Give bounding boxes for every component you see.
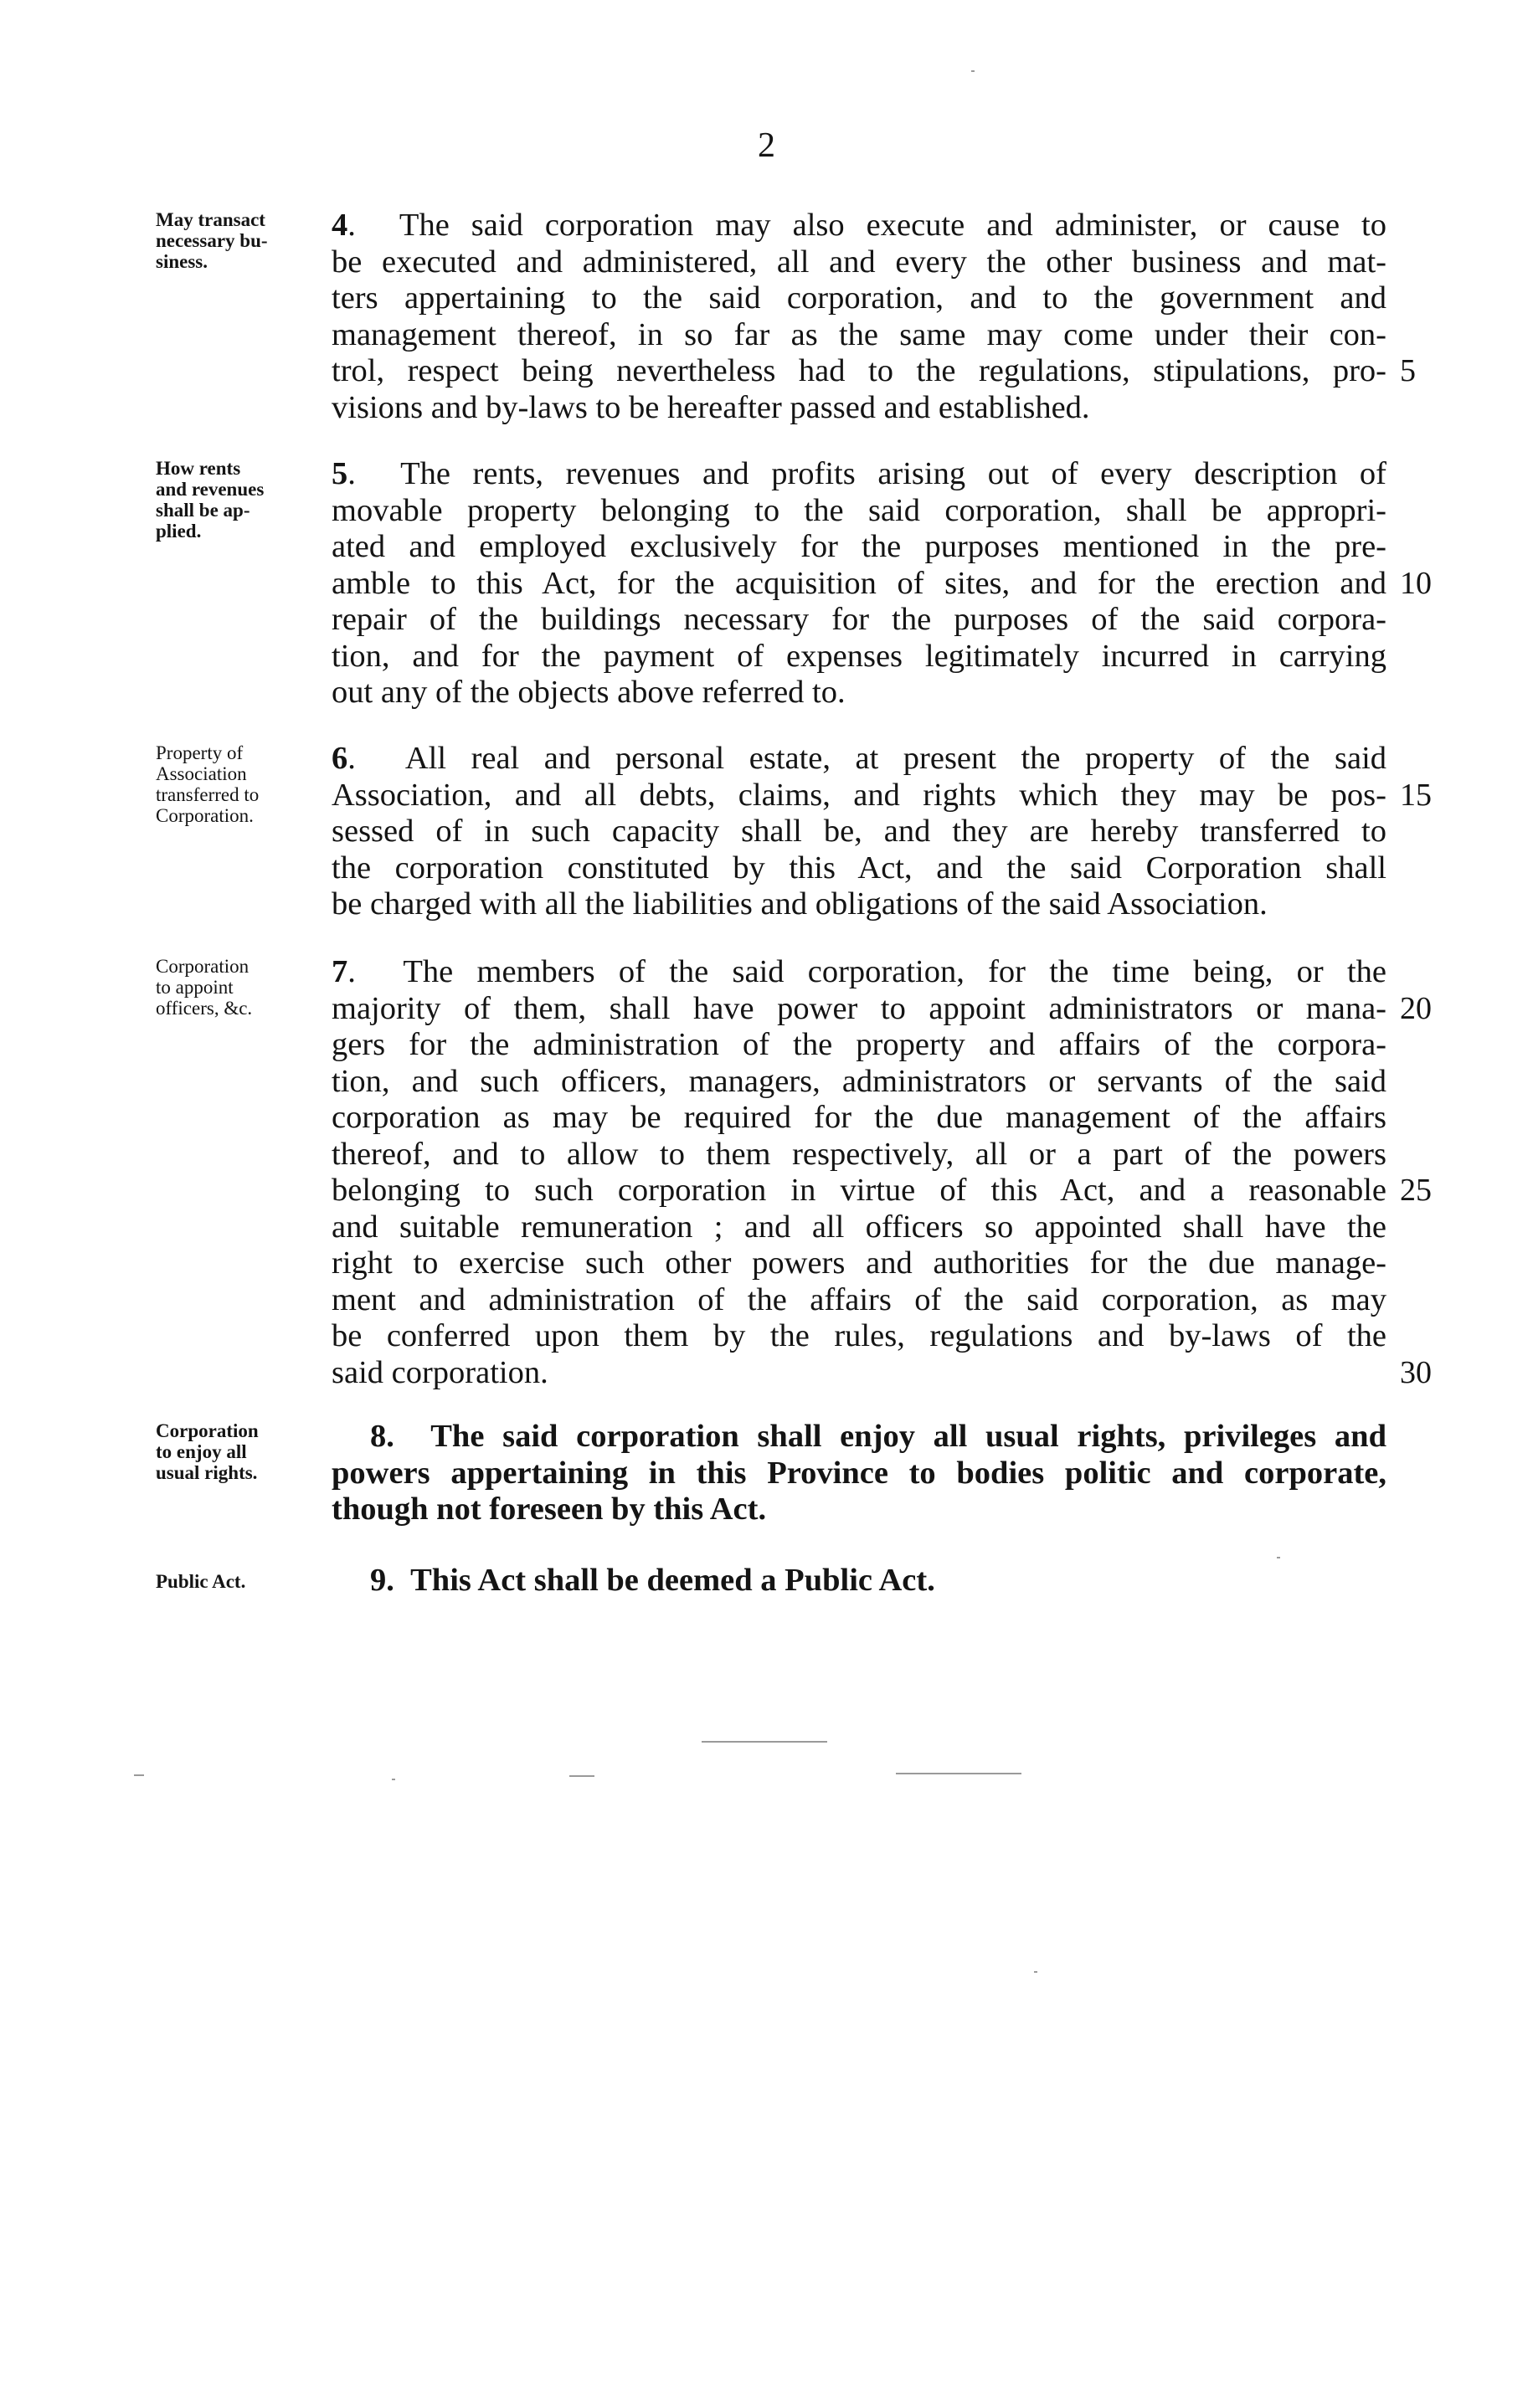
margin-note: Property of Association transferred to Corporation. <box>156 742 260 826</box>
margin-note: Corporation to appoint officers, &c. <box>156 956 253 1019</box>
text-line: though not foreseen by this Act. <box>332 1492 767 1527</box>
text-line: thereof, and to allow to them respectively, all or a part of the powers <box>332 1136 1386 1172</box>
text-line: corporation as may be required for the due management of the affairs <box>332 1100 1386 1135</box>
line-number: 5 <box>1400 353 1416 388</box>
section-body <box>332 1563 1386 1599</box>
text-line: be executed and administered, all and every the other business and mat- <box>332 244 1386 280</box>
text-line: 8. The said corporation shall enjoy all usual rights, privileges and <box>370 1419 1387 1454</box>
text-line: 6. All real and personal estate, at present the property of the said <box>332 741 1387 776</box>
section-body <box>332 456 1386 711</box>
scan-speck <box>1034 1971 1037 1973</box>
text-line: management thereof, in so far as the same may come under their con- <box>332 316 1386 352</box>
text-line: and suitable remuneration ; and all officers so appointed shall have the <box>332 1209 1386 1245</box>
text-line: movable property belonging to the said corporation, shall be appropri- <box>332 492 1386 528</box>
section-number: 7 <box>332 954 348 989</box>
text-line: ters appertaining to the said corporation, and to the government and <box>332 280 1386 316</box>
scan-speck <box>134 1774 144 1776</box>
scan-speck <box>1277 1557 1280 1558</box>
line-number: 15 <box>1400 777 1432 813</box>
scan-speck <box>896 1773 1021 1774</box>
section-body <box>332 954 1386 1391</box>
line-number: 30 <box>1400 1354 1432 1390</box>
margin-note: May transact necessary bu- siness. <box>156 209 268 272</box>
section-number: 9 <box>370 1563 387 1598</box>
text-line: amble to this Act, for the acquisition of sites, and for the erection and <box>332 565 1386 601</box>
text-line: 4. The said corporation may also execute and administer, or cause to <box>332 208 1387 243</box>
scan-speck <box>569 1775 594 1777</box>
text-line: majority of them, shall have power to appoint administrators or mana- <box>332 990 1386 1026</box>
section-number: 6 <box>332 741 348 776</box>
text-line: Association, and all debts, claims, and rights which they may be pos- <box>332 777 1386 813</box>
text-line: tion, and for the payment of expenses legitimately incurred in carrying <box>332 638 1386 674</box>
text-line: be conferred upon them by the rules, regulations and by-laws of the <box>332 1318 1386 1353</box>
text-line: visions and by-laws to be hereafter passed and established. <box>332 389 1090 425</box>
text-line: the corporation constituted by this Act, and the said Corporation shall <box>332 850 1386 886</box>
scan-speck <box>702 1741 827 1743</box>
page-number: 2 <box>758 126 775 165</box>
text-line: tion, and such officers, managers, administrators or servants of the said <box>332 1063 1386 1099</box>
text-line: out any of the objects above referred to. <box>332 675 846 710</box>
section-body <box>332 741 1386 923</box>
line-number: 20 <box>1400 990 1432 1026</box>
text-line: be charged with all the liabilities and obligations of the said Association. <box>332 886 1268 922</box>
line-number: 25 <box>1400 1173 1432 1208</box>
text-line: right to exercise such other powers and authorities for the due manage- <box>332 1245 1386 1281</box>
margin-note: Public Act. <box>156 1571 246 1592</box>
text-line: ated and employed exclusively for the purposes mentioned in the pre- <box>332 529 1386 564</box>
section-number: 5 <box>332 456 348 491</box>
margin-note: How rents and revenues shall be ap- plied. <box>156 458 265 542</box>
text-line: sessed of in such capacity shall be, and they are hereby transferred to <box>332 814 1386 849</box>
line-number: 10 <box>1400 565 1432 601</box>
section-number: 4 <box>332 208 348 243</box>
scan-speck <box>971 70 975 72</box>
text-line: ment and administration of the affairs of the said corporation, as may <box>332 1281 1386 1317</box>
text-line: trol, respect being nevertheless had to the regulations, stipulations, pro- <box>332 353 1386 388</box>
section-body <box>332 208 1386 426</box>
text-line: 9. This Act shall be deemed a Public Act. <box>370 1563 935 1598</box>
text-line: powers appertaining in this Province to bodies politic and corporate, <box>332 1455 1386 1491</box>
text-line: 7. The members of the said corporation, for the time being, or the <box>332 954 1386 989</box>
text-line: repair of the buildings necessary for the purposes of the said corpora- <box>332 602 1386 637</box>
text-line: 5. The rents, revenues and profits arising out of every description of <box>332 456 1386 491</box>
scan-speck <box>392 1779 395 1780</box>
section-body <box>332 1419 1386 1528</box>
section-number: 8 <box>370 1419 387 1454</box>
margin-note: Corporation to enjoy all usual rights. <box>156 1420 259 1483</box>
text-line: gers for the administration of the property and affairs of the corpora- <box>332 1027 1386 1062</box>
text-line: said corporation. <box>332 1354 548 1390</box>
text-line: belonging to such corporation in virtue of this Act, and a reasonable <box>332 1173 1386 1208</box>
